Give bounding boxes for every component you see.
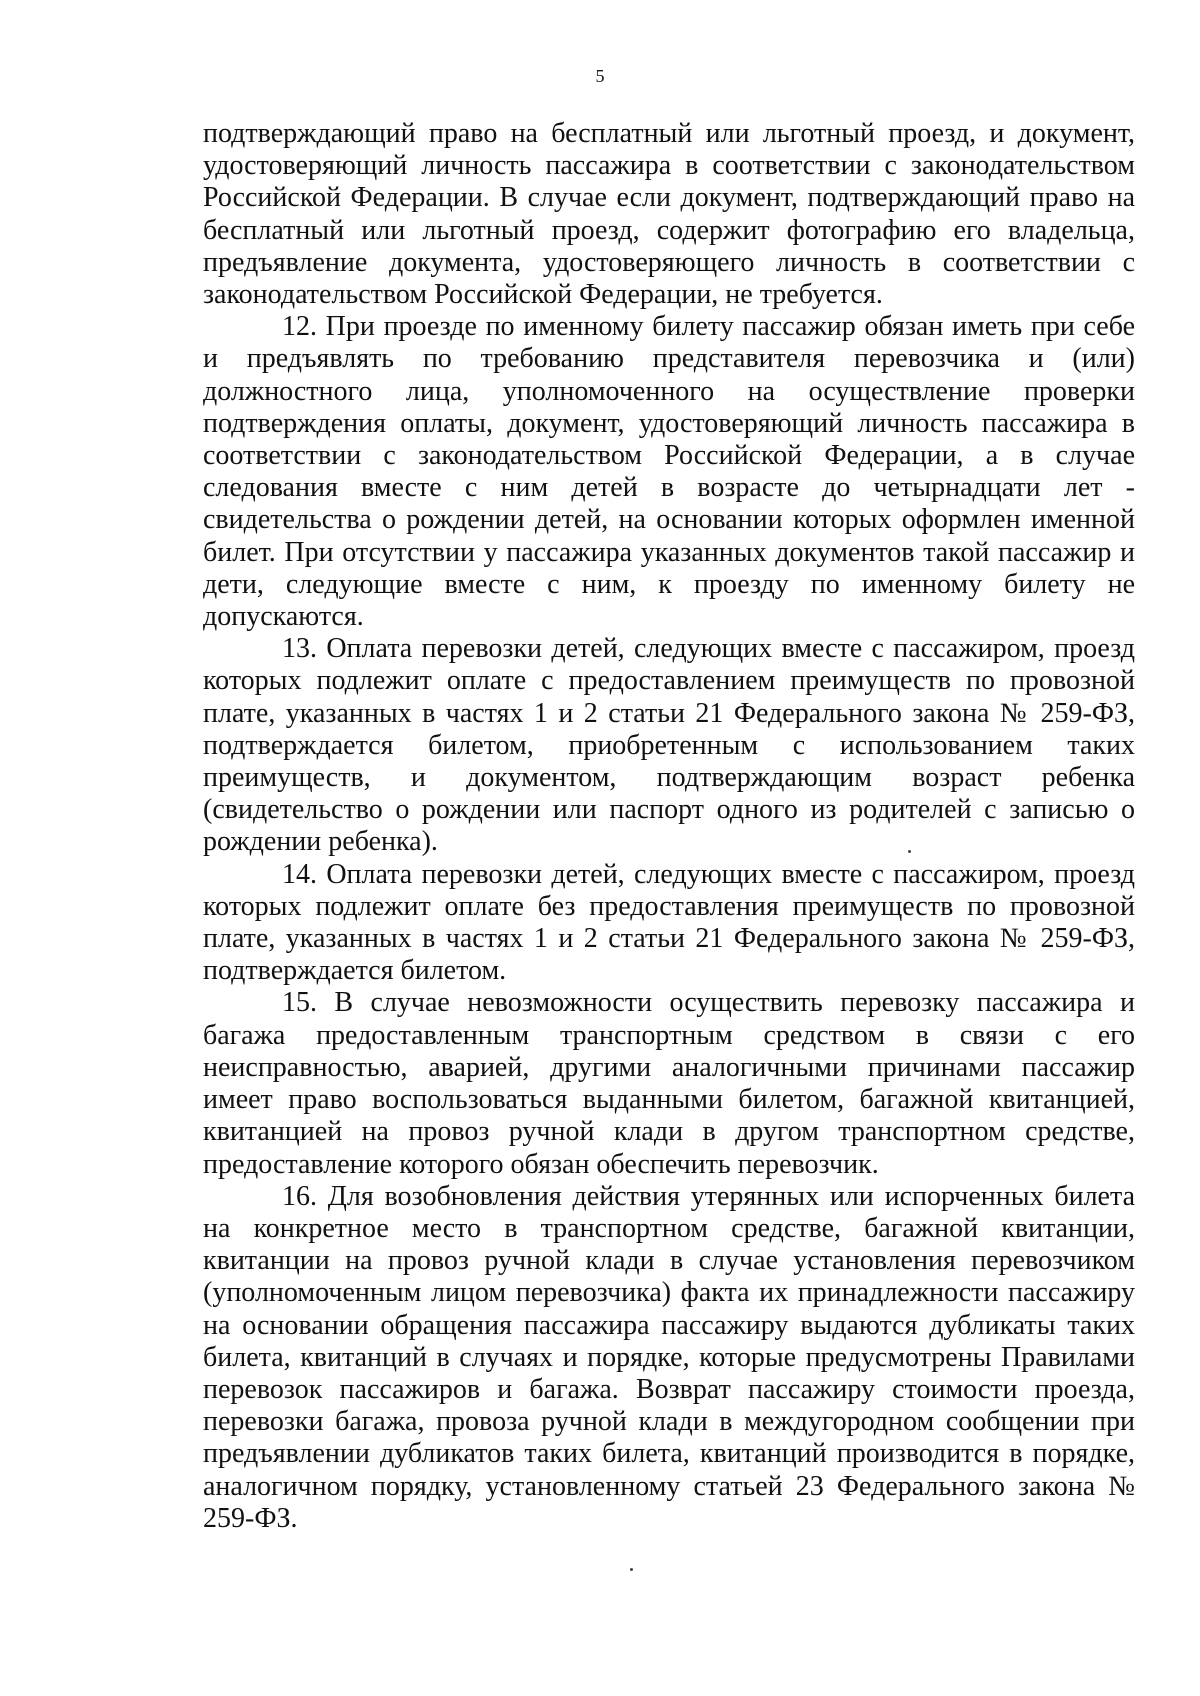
scan-speck <box>908 850 911 853</box>
paragraph-clause-15: 15. В случае невозможности осуществить перевозку пассажира и багажа предоставленным транспортным средством в связи с его неисправностью, аварией, другими аналогичными причинами пассажир имеет право воспользоваться выданными билетом, багажной квитанцией, квитанцией на провоз ручной клади в другом транспортном средстве, предоставление которого обязан обеспечить перевозчик. <box>203 987 1135 1180</box>
paragraph-clause-16: 16. Для возобновления действия утерянных или испорченных билета на конкретное место в транспортном средстве, багажной квитанции, квитанции на провоз ручной клади в случае установления перевозчиком (уполномоченным лицом перевозчика) факта их принадлежности пассажиру на основании обращения пассажира пассажиру выдаются дубликаты таких билета, квитанций в случаях и порядке, которые предусмотрены Правилами перевозок пассажиров и багажа. Возврат пассажиру стоимости проезда, перевозки багажа, провоза ручной клади в междугородном сообщении при предъявлении дубликатов таких билета, квитанций производится в порядке, аналогичном порядку, установленному статьей 23 Федерального закона № 259-ФЗ. <box>203 1180 1135 1534</box>
document-body <box>203 118 1135 1535</box>
paragraph-clause-12: 12. При проезде по именному билету пассажир обязан иметь при себе и предъявлять по требованию представителя перевозчика и (или) должностного лица, уполномоченного на осуществление проверки подтверждения оплаты, документ, удостоверяющий личность пассажира в соответствии с законодательством Российской Федерации, а в случае следования вместе с ним детей в возрасте до четырнадцати лет - свидетельства о рождении детей, на основании которых оформлен именной билет. При отсутствии у пассажира указанных документов такой пассажир и дети, следующие вместе с ним, к проезду по именному билету не допускаются. <box>203 311 1135 633</box>
paragraph-clause-14: 14. Оплата перевозки детей, следующих вместе с пассажиром, проезд которых подлежит оплате без предоставления преимуществ по провозной плате, указанных в частях 1 и 2 статьи 21 Федерального закона № 259-ФЗ, подтверждается билетом. <box>203 858 1135 987</box>
paragraph-clause-13: 13. Оплата перевозки детей, следующих вместе с пассажиром, проезд которых подлежит оплате с предоставлением преимуществ по провозной плате, указанных в частях 1 и 2 статьи 21 Федерального закона № 259-ФЗ, подтверждается билетом, приобретенным с использованием таких преимуществ, и документом, подтверждающим возраст ребенка (свидетельство о рождении или паспорт одного из родителей с записью о рождении ребенка). <box>203 633 1135 858</box>
paragraph-continuation: подтверждающий право на бесплатный или льготный проезд, и документ, удостоверяющий личность пассажира в соответствии с законодательством Российской Федерации. В случае если документ, подтверждающий право на бесплатный или льготный проезд, содержит фотографию его владельца, предъявление документа, удостоверяющего личность в соответствии с законодательством Российской Федерации, не требуется. <box>203 118 1135 311</box>
page-number: 5 <box>595 66 605 86</box>
scan-speck <box>630 1568 633 1571</box>
